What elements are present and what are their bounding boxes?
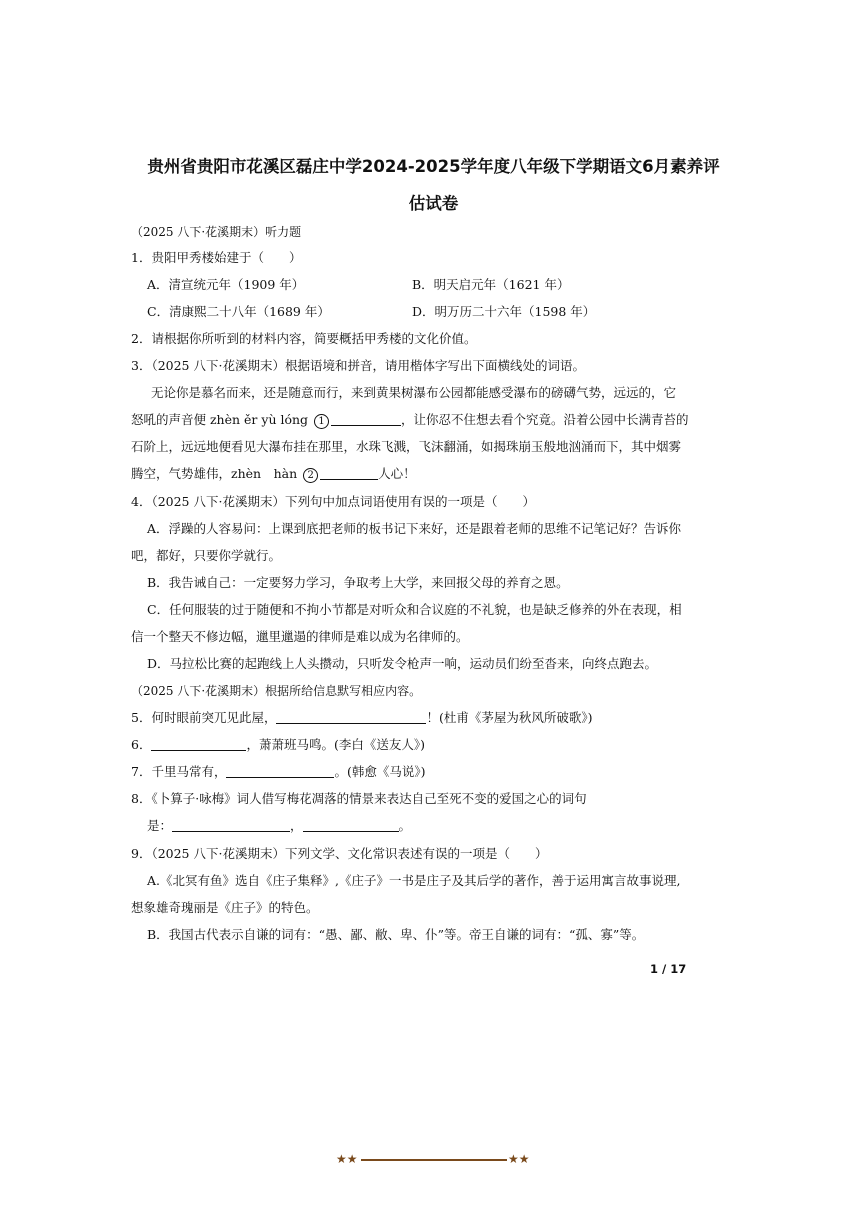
blank-number-1: 1 [314, 414, 329, 429]
q6-line [131, 737, 425, 753]
q1-option-d: D．明万历二十六年（1598 年） [412, 304, 596, 319]
q8-answer-blank-2[interactable] [303, 818, 399, 832]
q2-stem: 2．请根据你所听到的材料内容，简要概括甲秀楼的文化价值。 [131, 331, 477, 346]
footer-rule [361, 1159, 507, 1161]
q8-line1: 8．《卜算子·咏梅》词人借写梅花凋落的情景来表达自己至死不变的爱国之心的词句 [131, 791, 587, 806]
star-icon-left: ★★ [336, 1152, 358, 1166]
q1-option-a: A．清宣统元年（1909 年） [147, 277, 305, 292]
q8-end: 。 [398, 818, 412, 833]
q3-passage-line2 [131, 412, 689, 429]
q3-stem: 3．（2025 八下·花溪期末）根据语境和拼音，请用楷体字写出下面横线处的词语。 [131, 358, 585, 373]
q5-line [131, 710, 592, 726]
page-number: 1 / 17 [650, 962, 687, 976]
q3-passage-line2-rest: ，让你忍不住想去看个究竟。沿着公园中长满青苔的 [401, 412, 689, 427]
q5-text-before: 5．何时眼前突兀见此屋， [131, 710, 277, 725]
star-icon-right: ★★ [508, 1152, 530, 1166]
q7-line [131, 764, 425, 780]
q1-option-c: C．清康熙二十八年（1689 年） [147, 304, 330, 319]
section-intro-dictation: （2025 八下·花溪期末）根据所给信息默写相应内容。 [131, 684, 422, 698]
q4-option-d: D．马拉松比赛的起跑线上人头攒动，只听发令枪声一响，运动员们纷至沓来，向终点跑去。 [147, 656, 658, 671]
section-intro-listening: （2025 八下·花溪期末）听力题 [131, 225, 302, 239]
answer-blank-1[interactable] [331, 412, 401, 426]
q8-separator: ， [290, 818, 303, 833]
q7-text-after: 。(韩愈《马说》) [334, 764, 426, 779]
q6-answer-blank[interactable] [151, 737, 246, 751]
q4-option-c-line2: 信一个整天不修边幅，邋里邋遢的律师是难以成为名律师的。 [131, 629, 469, 644]
q4-stem: 4．（2025 八下·花溪期末）下列句中加点词语使用有误的一项是（ ） [131, 494, 535, 509]
footer-ornament [336, 1152, 532, 1166]
q6-number: 6． [131, 737, 152, 752]
q1-option-b: B．明天启元年（1621 年） [412, 277, 570, 292]
q7-answer-blank[interactable] [226, 764, 334, 778]
q4-option-a-line1: A．浮躁的人容易问：上课到底把老师的板书记下来好，还是跟着老师的思维不记笔记好？告诉你 [147, 521, 682, 536]
q9-option-b: B．我国古代表示自谦的词有：“愚、鄙、敝、卑、仆”等。帝王自谦的词有：“孤、寡”等。 [147, 927, 645, 942]
q4-option-c-line1: C．任何服装的过于随便和不拘小节都是对听众和合议庭的不礼貌，也是缺乏修养的外在表现，相 [147, 602, 682, 617]
blank-number-2: 2 [303, 468, 318, 483]
q9-option-a-line2: 想象雄奇瑰丽是《庄子》的特色。 [131, 900, 319, 915]
q3-passage-line4 [131, 466, 416, 483]
q9-option-a-line1: A.《北冥有鱼》选自《庄子集释》,《庄子》一书是庄子及其后学的著作，善于运用寓言故事说理, [147, 873, 681, 888]
q6-text-after: ，萧萧班马鸣。(李白《送友人》) [246, 737, 425, 752]
q1-stem: 1．贵阳甲秀楼始建于（ ） [131, 250, 302, 265]
q9-stem: 9．（2025 八下·花溪期末）下列文学、文化常识表述有误的一项是（ ） [131, 846, 548, 861]
q3-passage-line3: 石阶上，远远地便看见大瀑布挂在那里，水珠飞溅，飞沫翻涌，如揭珠崩玉般地汹涌而下，其中烟雾 [131, 439, 682, 454]
q3-pinyin-2: 腾空，气势雄伟，zhèn hàn [131, 466, 298, 481]
q3-pinyin-1: 怒吼的声音便 zhèn ěr yù lóng [131, 412, 309, 427]
answer-blank-2[interactable] [320, 466, 378, 480]
q8-answer-blank-1[interactable] [172, 818, 290, 832]
q8-line2 [147, 818, 411, 834]
q4-option-a-line2: 吧，都好，只要你学就行。 [131, 548, 282, 563]
q7-text-before: 7．千里马常有， [131, 764, 227, 779]
document-title-line1: 贵州省贵阳市花溪区磊庄中学2024-2025学年度八年级下学期语文6月素养评 [147, 157, 720, 176]
document-title-line2: 估试卷 [408, 194, 459, 213]
q5-answer-blank[interactable] [276, 710, 426, 724]
q5-text-after: ！(杜甫《茅屋为秋风所破歌》) [426, 710, 593, 725]
q4-option-b: B．我告诫自己：一定要努力学习，争取考上大学，来回报父母的养育之恩。 [147, 575, 569, 590]
q3-passage-line4-rest: 人心！ [378, 466, 416, 481]
q3-passage-line1: 无论你是慕名而来，还是随意而行，来到黄果树瀑布公园都能感受瀑布的磅礴气势，远远的，它 [151, 385, 677, 400]
q8-label: 是： [147, 818, 173, 833]
